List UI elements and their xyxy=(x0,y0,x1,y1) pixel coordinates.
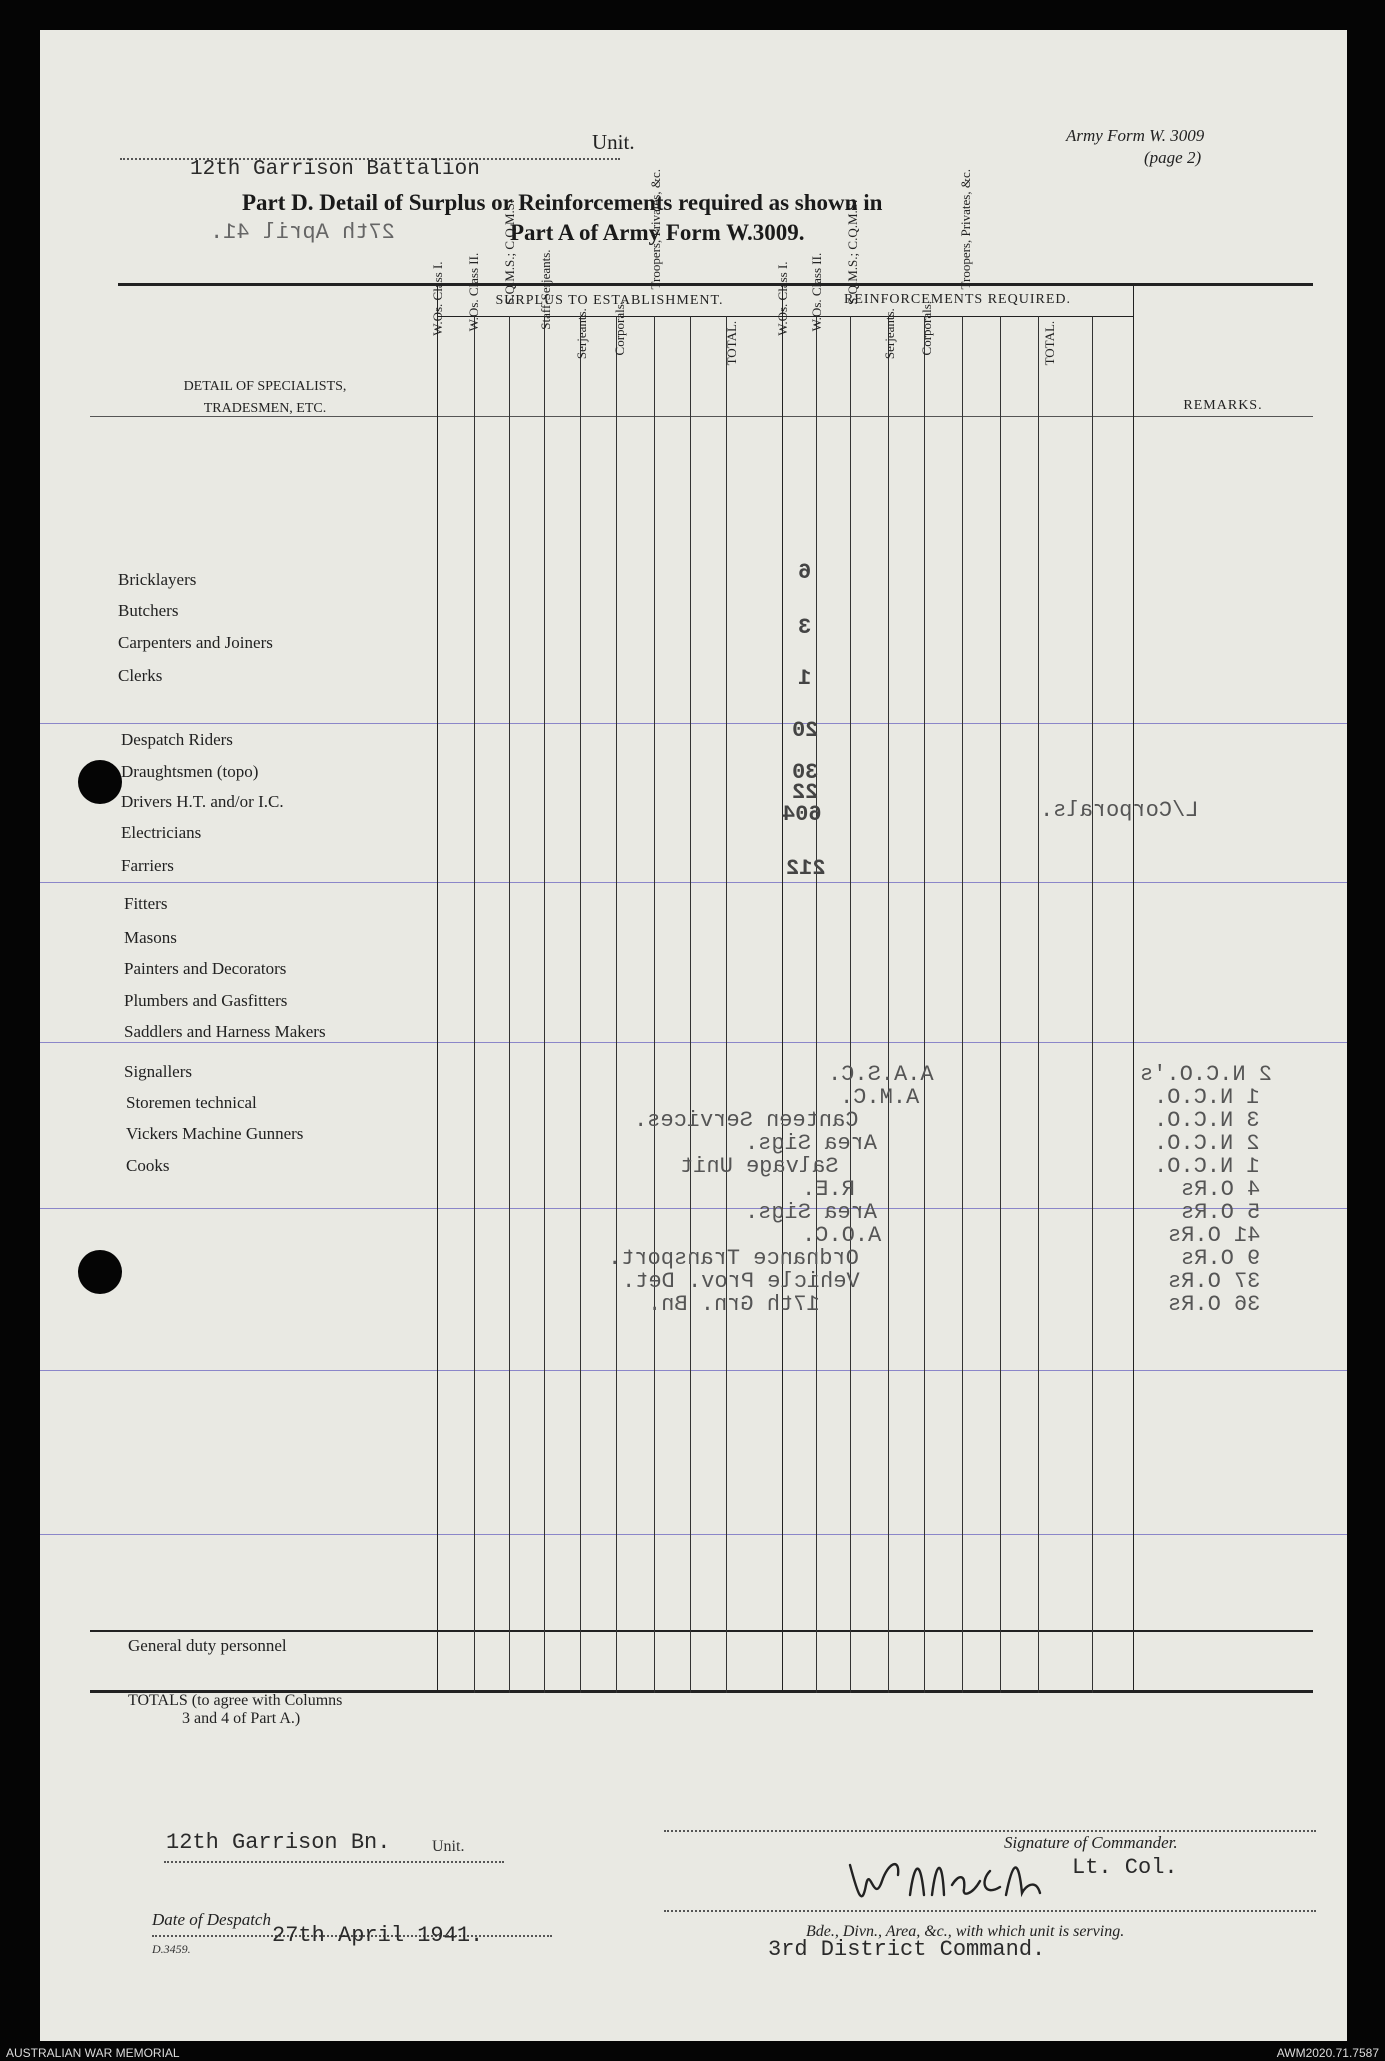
row-label-masons: Masons xyxy=(124,928,177,947)
row-label-painters: Painters and Decorators xyxy=(124,959,287,978)
col-divider xyxy=(850,316,851,1693)
credit-left: AUSTRALIAN WAR MEMORIAL xyxy=(6,2046,180,2060)
col-divider xyxy=(962,316,963,1693)
col-divider xyxy=(616,316,617,1693)
col-divider xyxy=(1038,316,1039,1693)
col-header-reinf-cpl: Corporals. xyxy=(919,300,934,356)
col-header-surplus-woi: W.Os. Class I. xyxy=(430,261,445,336)
ruled-line xyxy=(40,1370,1347,1371)
form-reference: Army Form W. 3009 xyxy=(1066,126,1205,145)
col-divider-main xyxy=(1133,283,1134,1693)
row-label-vickers: Vickers Machine Gunners xyxy=(126,1124,304,1143)
col-header-reinf-woi: W.Os. Class I. xyxy=(775,261,790,336)
ruled-line xyxy=(40,1534,1347,1535)
showthrough-count: 3 N.C.O. xyxy=(1154,1108,1260,1133)
col-divider xyxy=(1092,316,1093,1693)
showthrough-unit: Area Sigs. xyxy=(745,1200,878,1225)
specialists-header: DETAIL OF SPECIALISTS, TRADESMEN, ETC. xyxy=(183,379,347,416)
row-label-cooks: Cooks xyxy=(126,1156,170,1175)
row-label-signallers: Signallers xyxy=(124,1062,192,1081)
showthrough-count: 2 N.C.O.'s xyxy=(1140,1062,1273,1087)
showthrough-count: 1 N.C.O. xyxy=(1154,1154,1260,1179)
ruled-line xyxy=(40,1208,1347,1209)
footer-unit-typed: 12th Garrison Bn. xyxy=(166,1830,391,1855)
row-label-electricians: Electricians xyxy=(121,823,202,842)
showthrough-count: 1 N.C.O. xyxy=(1154,1085,1260,1110)
col-divider xyxy=(544,316,545,1693)
showthrough-count: 2 N.C.O. xyxy=(1154,1131,1260,1156)
col-header-surplus-total: TOTAL. xyxy=(724,320,739,366)
unit-name: 12th Garrison Battalion xyxy=(190,158,480,181)
col-header-reinf-sqms: S.Q.M.S.; C.Q.M.S. xyxy=(845,199,860,305)
showthrough-number: 3 xyxy=(798,615,812,640)
row-label-fitters: Fitters xyxy=(124,894,168,913)
remarks-header: REMARKS. xyxy=(1183,398,1263,413)
date-label: Date of Despatch xyxy=(152,1910,271,1929)
showthrough-unit: Vehicle Prov. Det. xyxy=(622,1269,860,1294)
col-divider-main xyxy=(782,283,783,1693)
ruled-line xyxy=(40,882,1347,883)
col-divider xyxy=(816,316,817,1693)
form-title-line1: Part D. Detail of Surplus or Reinforcements required as shown in xyxy=(242,190,883,215)
showthrough-number: 6 xyxy=(798,560,812,585)
col-header-surplus-sgt: Serjeants. xyxy=(574,308,589,360)
col-divider xyxy=(509,316,510,1693)
col-header-surplus-woii: W.Os. Class II. xyxy=(466,252,481,332)
row-label-storemen: Storemen technical xyxy=(126,1093,257,1112)
col-header-surplus-ptes: Troopers, Privates, &c. xyxy=(648,169,663,290)
surplus-header: SURPLUS TO ESTABLISHMENT. xyxy=(495,293,724,308)
credit-right: AWM2020.71.7587 xyxy=(1276,2046,1379,2060)
col-header-surplus-cpl: Corporals. xyxy=(612,300,627,356)
showthrough-number: 212 xyxy=(786,856,826,881)
commander-signature xyxy=(840,1845,1080,1915)
ruled-line xyxy=(40,723,1347,724)
showthrough-count: 36 O.Rs xyxy=(1168,1292,1261,1317)
row-label-farriers: Farriers xyxy=(121,856,174,875)
row-label-clerks: Clerks xyxy=(118,666,163,685)
reinforcements-header: REINFORCEMENTS REQUIRED. xyxy=(843,292,1071,307)
showthrough-count: 5 O.Rs xyxy=(1181,1200,1261,1225)
col-header-surplus-sqms: S.Q.M.S.; C.Q.M.S. xyxy=(502,199,517,305)
col-header-reinf-sgt: Serjeants. xyxy=(882,308,897,360)
signature-label: Signature of Commander. xyxy=(1004,1833,1178,1852)
footer-unit-label: Unit. xyxy=(432,1838,465,1855)
district-command: 3rd District Command. xyxy=(768,1937,1046,1962)
showthrough-number: 22 xyxy=(792,780,819,805)
col-divider xyxy=(580,316,581,1693)
showthrough-unit: Area Sigs. xyxy=(745,1131,878,1156)
col-header-reinf-woii: W.Os. Class II. xyxy=(809,252,824,332)
col-divider-main xyxy=(437,283,438,1693)
row-label-plumbers: Plumbers and Gasfitters xyxy=(124,991,288,1010)
form-page xyxy=(40,30,1347,2041)
col-divider xyxy=(924,316,925,1693)
col-divider xyxy=(654,316,655,1693)
unit-label: Unit. xyxy=(592,130,635,154)
showthrough-unit: Canteen Services. xyxy=(634,1108,859,1133)
page-reference: (page 2) xyxy=(1144,148,1202,167)
row-label-drivers: Drivers H.T. and/or I.C. xyxy=(121,792,284,811)
showthrough-count: 9 O.Rs xyxy=(1181,1246,1261,1271)
unit-footer-dotted-line xyxy=(164,1861,504,1863)
showthrough-unit: Salvage Unit xyxy=(680,1154,839,1179)
col-divider xyxy=(474,316,475,1693)
col-divider xyxy=(1000,316,1001,1693)
form-title-line2: Part A of Army Form W.3009. xyxy=(510,220,805,245)
signature-dotted-line xyxy=(664,1830,1316,1832)
showthrough-number: 30 xyxy=(792,760,819,785)
totals-label-line1: TOTALS (to agree with Columns xyxy=(128,1692,343,1709)
col-divider xyxy=(888,316,889,1693)
col-header-surplus-ssgt: Staff-Serjeants. xyxy=(538,249,553,330)
showthrough-unit: R.E. xyxy=(802,1177,855,1202)
punch-hole xyxy=(78,1250,122,1294)
showthrough-date: 27th April 41. xyxy=(210,220,395,245)
showthrough-unit: A.O.C. xyxy=(802,1223,882,1248)
totals-label-line2: 3 and 4 of Part A.) xyxy=(182,1710,301,1727)
row-label-general-duty: General duty personnel xyxy=(128,1636,287,1655)
showthrough-unit: A.M.C. xyxy=(840,1085,920,1110)
row-label-carpenters: Carpenters and Joiners xyxy=(118,633,273,652)
bde-dotted-line xyxy=(664,1910,1316,1912)
col-header-reinf-ptes: Troopers, Privates, &c. xyxy=(958,169,973,290)
row-label-despatch-riders: Despatch Riders xyxy=(121,730,233,749)
row-label-bricklayers: Bricklayers xyxy=(118,570,197,589)
col-divider xyxy=(690,316,691,1693)
showthrough-unit: 17th Grn. Bn. xyxy=(648,1292,820,1317)
bde-label: Bde., Divn., Area, &c., with which unit is serving. xyxy=(806,1923,1125,1940)
showthrough-count: 37 O.Rs xyxy=(1168,1269,1261,1294)
showthrough-count: 4 O.Rs xyxy=(1181,1177,1261,1202)
commander-rank: Lt. Col. xyxy=(1072,1855,1178,1880)
showthrough-count: 41 O.Rs xyxy=(1168,1223,1261,1248)
col-header-reinf-total: TOTAL. xyxy=(1042,320,1057,366)
totals-top-rule xyxy=(90,1630,1313,1632)
row-label-butchers: Butchers xyxy=(118,601,179,620)
row-label-saddlers: Saddlers and Harness Makers xyxy=(124,1022,326,1041)
showthrough-number: 604 xyxy=(782,802,822,827)
showthrough-number: 20 xyxy=(792,718,819,743)
showthrough-unit: A.A.S.C. xyxy=(828,1062,934,1087)
row-label-draughtsmen: Draughtsmen (topo) xyxy=(121,762,259,781)
showthrough-remark: L/Corporals. xyxy=(1040,798,1199,823)
punch-hole xyxy=(78,760,122,804)
col-divider xyxy=(726,316,727,1693)
form-code: D.3459. xyxy=(152,1942,191,1956)
ruled-line xyxy=(40,1042,1347,1043)
date-of-despatch: 27th April 1941. xyxy=(272,1923,484,1948)
showthrough-unit: Ordnance Transport. xyxy=(608,1246,859,1271)
showthrough-number: 1 xyxy=(798,666,812,691)
